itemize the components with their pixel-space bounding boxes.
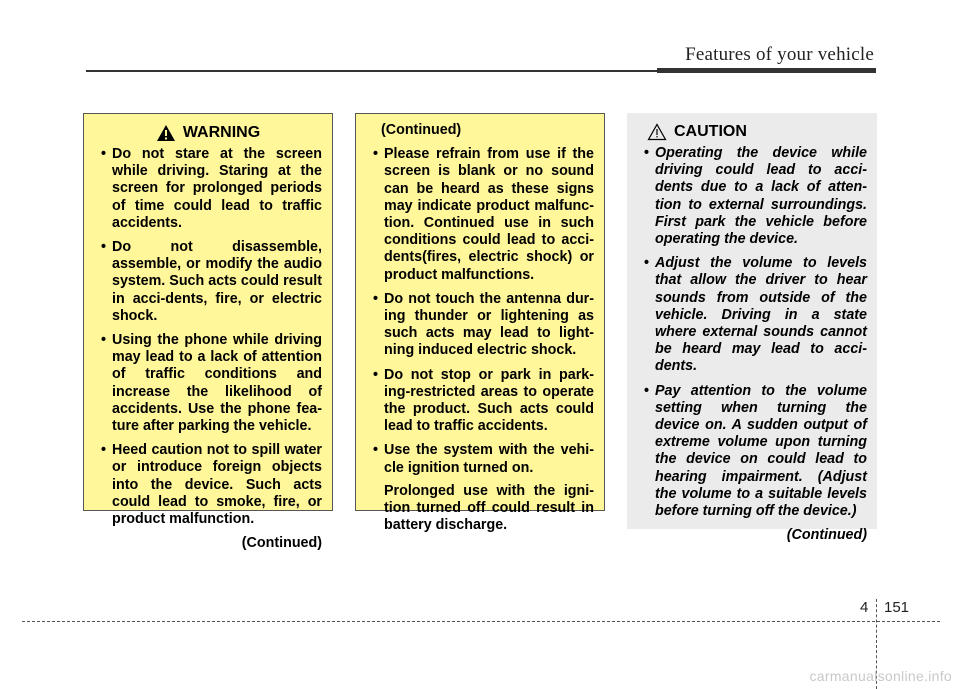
list-item: • Do not stop or park in park-ing-restricted areas to operate the product. Such acts could lead to traffic accidents. [366,367,594,436]
continued-label: (Continued) [786,527,867,544]
page-number: 151 [884,599,910,616]
list-item: • Use the system with the vehi-cle ignition turned on. [366,442,594,476]
warning-list [94,146,322,528]
list-item: • Operating the device while driving could lead to acci-dents due to a lack of atten-tion to external surroundings. First park the vehicle before operating the device. [637,145,867,248]
continued-paragraph: Prolonged use with the igni-tion turned off could result in battery discharge. [384,482,594,534]
caution-box [627,113,877,544]
list-item: • Adjust the volume to levels that allow the driver to hear sounds from outside of the vehicle. Driving in a state where external sounds cannot be heard may lead to acci-dents. [637,255,867,375]
caution-triangle-icon [647,123,667,141]
continued-list [366,146,594,477]
caution-title-text: CAUTION [674,123,747,141]
caution-list [637,145,867,520]
header-rule-accent [657,68,876,73]
warning-title-text: WARNING [182,124,261,142]
chapter-number: 4 [860,599,869,616]
list-item: • Please refrain from use if the screen is blank or no sound can be heard as these signs may indicate product malfunc-tion. Continued use in such conditions could lead to acci-dents(fires, electric shock) or product malfunctions. [366,146,594,284]
warning-box [83,113,333,552]
page-section-title: Features of your vehicle [685,44,874,65]
list-item: • Do not stare at the screen while driving. Staring at the screen for prolonged periods of time could lead to traffic accidents. [94,146,322,232]
list-item: • Pay attention to the volume setting when turning the device on. A sudden output of extreme volume upon turning the device on could lead to hearing impairment. (Adjust the volume to a suitable levels before turning off the device.) [637,383,867,521]
continued-heading: (Continued) [381,122,462,138]
caution-title [637,123,867,141]
list-item: • Do not touch the antenna dur-ing thunder or lightening as such acts may lead to light-ning induced electric shock. [366,291,594,360]
list-item: • Using the phone while driving may lead to a lack of attention of traffic conditions and increase the likelihood of accidents. Use the phone fea-ture after parking the vehicle. [94,332,322,435]
watermark: carmanualsonline.info [809,668,952,684]
continued-label: (Continued) [241,535,322,552]
warning-triangle-icon [156,124,176,142]
list-item: • Do not disassemble, assemble, or modify the audio system. Such acts could result in acci-dents, fire, or electric shock. [94,239,322,325]
warning-title [94,124,322,142]
list-item: • Heed caution not to spill water or introduce foreign objects into the device. Such acts could lead to smoke, fire, or product malfunction. [94,442,322,528]
footer-rule [22,621,940,622]
warning-continued-box [355,113,605,534]
